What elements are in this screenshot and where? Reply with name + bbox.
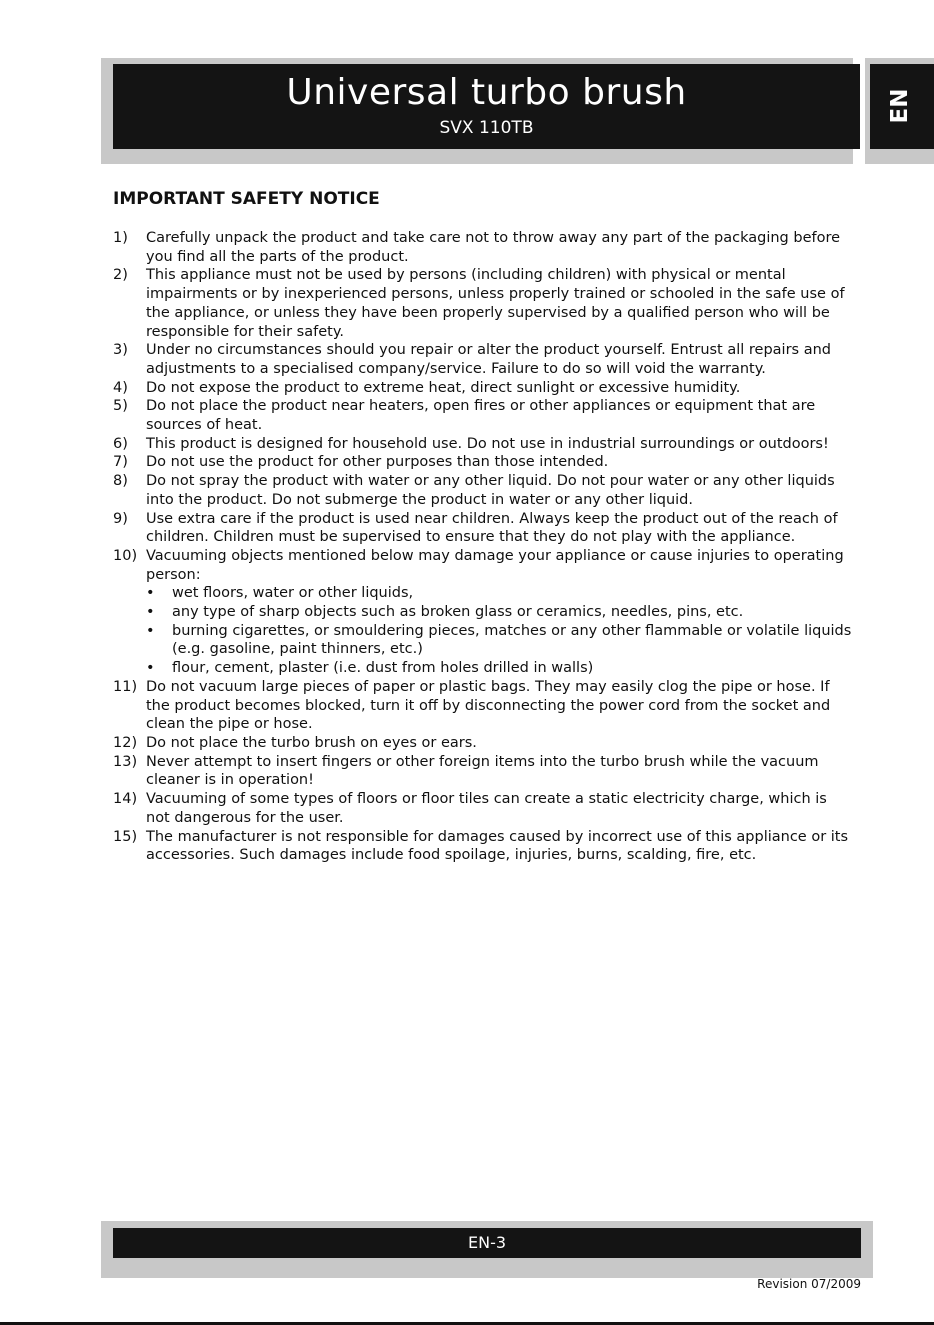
bullet-item: • flour, cement, plaster (i.e. dust from holes drilled in walls) xyxy=(146,660,594,677)
list-item: 13) Never attempt to insert fingers or other foreign items into the turbo brush while the vacuum cleaner is in operation! xyxy=(113,753,819,789)
safety-notice-heading: IMPORTANT SAFETY NOTICE xyxy=(113,189,380,209)
bullet-item: • any type of sharp objects such as broken glass or ceramics, needles, pins, etc. xyxy=(146,604,744,621)
list-item: 5) Do not place the product near heaters, open fires or other appliances or equipment that are sources of heat. xyxy=(113,398,816,434)
list-item: 11) Do not vacuum large pieces of paper or plastic bags. They may easily clog the pipe or hose. If the product becomes blocked, turn it off by disconnecting the power cord from the socket and clean the pipe or hose. xyxy=(113,678,831,733)
list-item: 1) Carefully unpack the product and take care not to throw away any part of the packaging before you find all the parts of the product. xyxy=(113,230,841,265)
list-item: 10) Vacuuming objects mentioned below may damage your appliance or cause injuries to operating person: • wet floors, water or other liquids, • any type of sharp objects such as broken glass or ceramics, needles, pins, etc. • burning cigarettes, or smouldering pieces, matches or any other flammable or volatile liquids (e.g. gasoline, paint thinners, etc.) • flour, cement, plaster (i.e. dust from holes drilled in walls) xyxy=(113,547,852,677)
bullet-item: • wet floors, water or other liquids, xyxy=(146,585,414,602)
list-item: 12) Do not place the turbo brush on eyes or ears. xyxy=(113,734,477,751)
list-item: 14) Vacuuming of some types of floors or floor tiles can create a static electricity charge, which is not dangerous for the user. xyxy=(113,791,827,826)
list-item: 2) This appliance must not be used by persons (including children) with physical or mental impairments or by inexperienced persons, unless properly trained or schooled in the safe use of the appliance, or unless they have been properly supervised by a qualified person who will be responsible for their safety. xyxy=(113,267,845,340)
page-number: EN-3 xyxy=(113,1228,861,1258)
revision-label: Revision 07/2009 xyxy=(757,1277,861,1291)
bullet-icon: • xyxy=(146,660,155,677)
document-title: Universal turbo brush xyxy=(286,72,687,113)
list-item: 4) Do not expose the product to extreme heat, direct sunlight or excessive humidity. xyxy=(113,379,741,396)
bullet-icon: • xyxy=(146,604,155,621)
list-item: 3) Under no circumstances should you repair or alter the product yourself. Entrust all repairs and adjustments to a specialised company/service. Failure to do so will void the warranty. xyxy=(113,342,831,377)
bullet-icon: • xyxy=(146,585,155,602)
bullet-item: • burning cigarettes, or smouldering pieces, matches or any other flammable or volatile liquids (e.g. gasoline, paint thinners, etc.) xyxy=(146,622,852,658)
list-item: 6) This product is designed for household use. Do not use in industrial surroundings or outdoors! xyxy=(113,435,829,452)
language-label: EN xyxy=(887,88,913,124)
list-item: 9) Use extra care if the product is used near children. Always keep the product out of the reach of children. Children must be supervised to ensure that they do not play with the appliance. xyxy=(113,510,838,546)
bullet-icon: • xyxy=(146,622,155,639)
header-bar xyxy=(113,64,860,149)
list-item: 7) Do not use the product for other purposes than those intended. xyxy=(113,454,609,471)
list-item: 15) The manufacturer is not responsible for damages caused by incorrect use of this appliance or its accessories. Such damages include food spoilage, injuries, burns, scalding, fire, etc. xyxy=(113,828,849,864)
model-number: SVX 110TB xyxy=(439,118,534,138)
list-item: 8) Do not spray the product with water or any other liquid. Do not pour water or any other liquids into the product. Do not submerge the product in water or any other liquid. xyxy=(113,473,835,508)
safety-notice-list xyxy=(113,229,853,865)
